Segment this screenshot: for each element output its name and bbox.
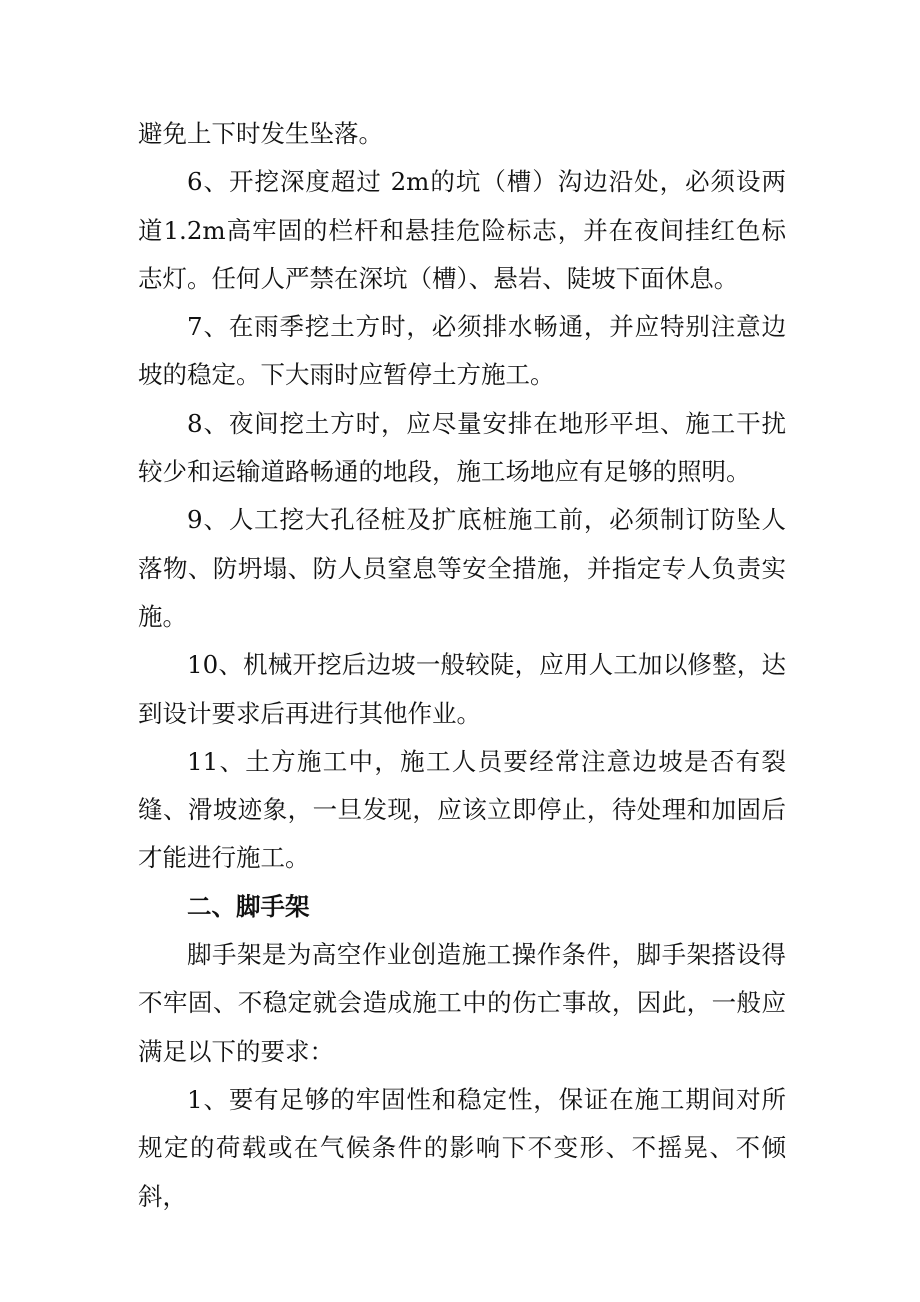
paragraph-item-7: 7、在雨季挖土方时，必须排水畅通，并应特别注意边坡的稳定。下大雨时应暂停土方施工。 <box>138 312 786 390</box>
paragraph-scaffolding-intro: 脚手架是为高空作业创造施工操作条件，脚手架搭设得不牢固、不稳定就会造成施工中的伤亡事故，因此，一般应满足以下的要求： <box>138 940 786 1066</box>
paragraph-item-11: 11、土方施工中，施工人员要经常注意边坡是否有裂缝、滑坡迹象，一旦发现，应该立即停止，待处理和加固后才能进行施工。 <box>138 746 786 873</box>
paragraph-item-6: 6、开挖深度超过 2m的坑（槽）沟边沿处，必须设两道1.2m高牢固的栏杆和悬挂危险标志，并在夜间挂红色标志灯。任何人严禁在深坑（槽）、悬岩、陡坡下面休息。 <box>138 167 786 293</box>
paragraph-item-10: 10、机械开挖后边坡一般较陡，应用人工加以修整，达到设计要求后再进行其他作业。 <box>138 650 786 728</box>
document-body <box>138 110 786 1221</box>
paragraph-scaffolding-item-1: 1、要有足够的牢固性和稳定性，保证在施工期间对所规定的荷载或在气候条件的影响下不变形、不摇晃、不倾斜， <box>138 1084 786 1211</box>
paragraph-item-8: 8、夜间挖土方时，应尽量安排在地形平坦、施工干扰较少和运输道路畅通的地段，施工场地应有足够的照明。 <box>138 408 786 487</box>
paragraph-item-9: 9、人工挖大孔径桩及扩底桩施工前，必须制订防坠人落物、防坍塌、防人员窒息等安全措施，并指定专人负责实施。 <box>138 505 786 631</box>
paragraph-continuation: 避免上下时发生坠落。 <box>138 119 383 148</box>
section-heading-scaffolding: 二、脚手架 <box>187 891 310 921</box>
